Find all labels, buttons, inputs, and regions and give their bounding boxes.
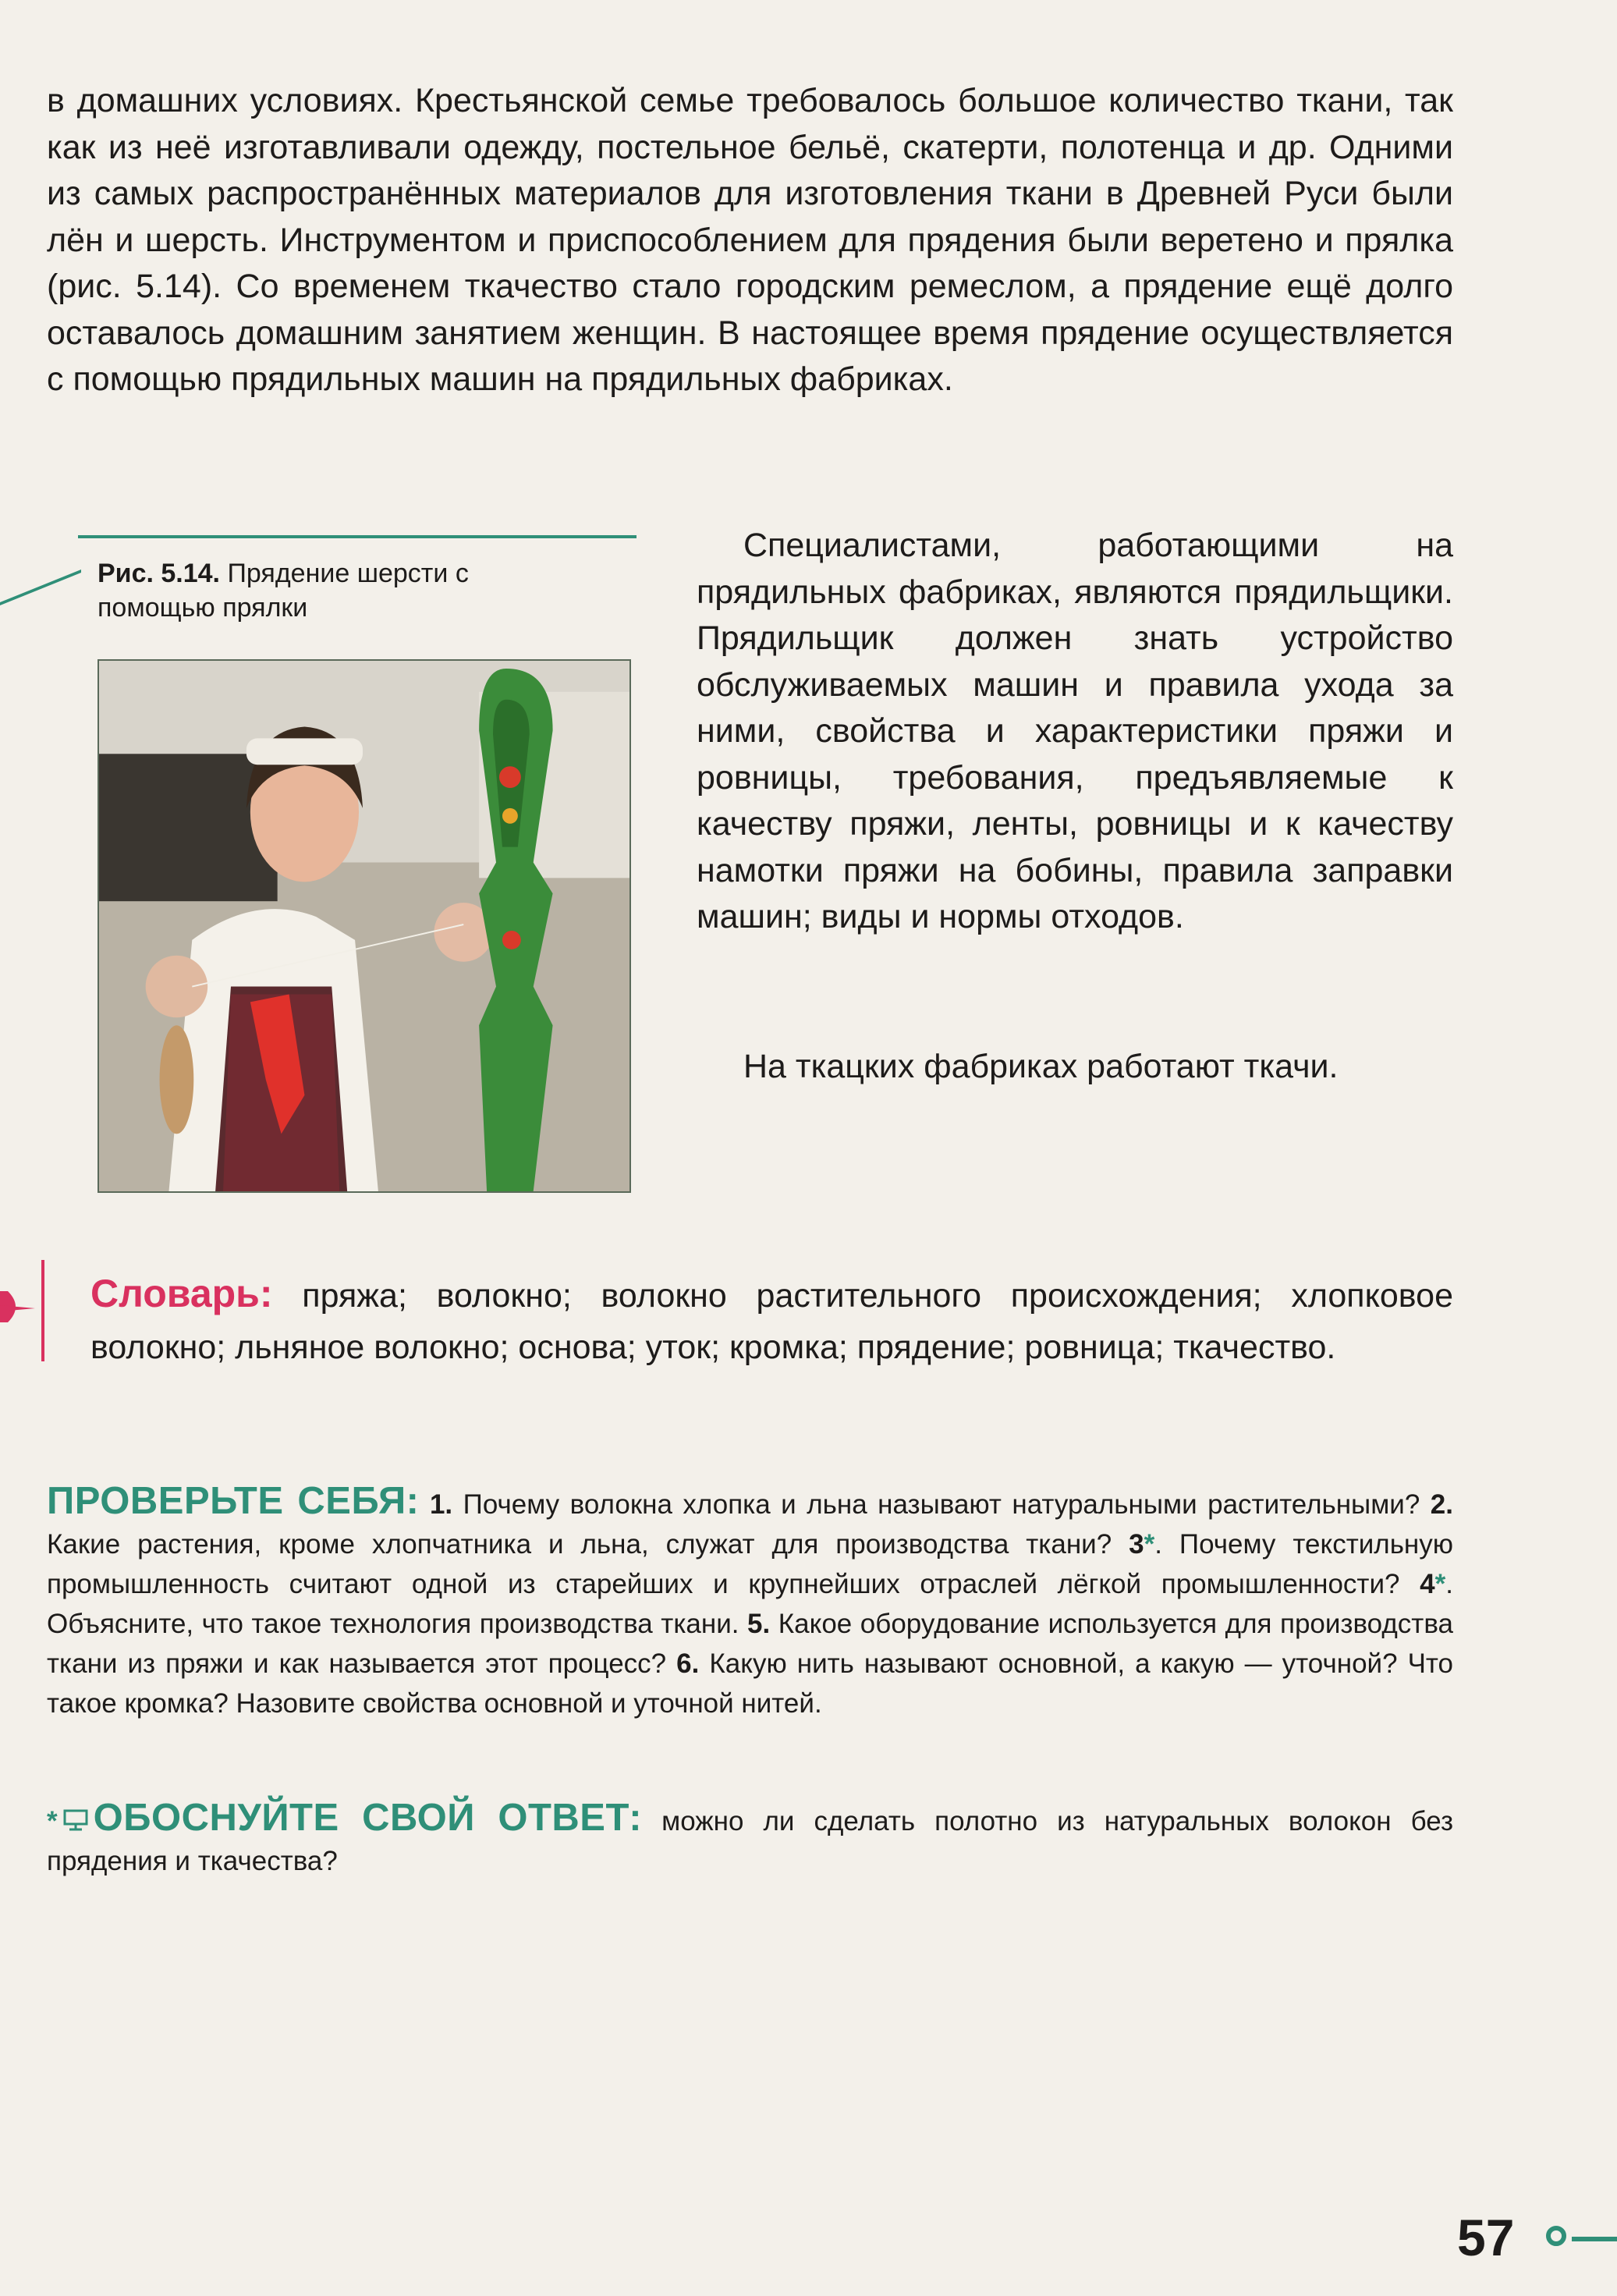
question-text: Почему волокна хлопка и льна называют натуральными растительными?: [463, 1489, 1420, 1520]
question-text: Какие растения, кроме хлопчатника и льна, служат для производства ткани?: [47, 1529, 1112, 1560]
star-icon: *: [47, 1806, 58, 1836]
justify-title: ОБОСНУЙТЕ СВОЙ ОТВЕТ:: [93, 1797, 643, 1839]
spinners-paragraph: Специалистами, работающими на прядильных фабриках, являются прядильщики. Прядильщик должен знать устройство обслуживаемых машин и правила ухода за ними, свойства и характеристики пряжи и ровницы, требования, предъявляемые к качеству пряжи, ленты, ровницы и к качеству намотки пряжи на бобины, правила заправки машин; виды и нормы отходов.: [697, 527, 1453, 935]
intro-paragraph: в домашних условиях. Крестьянской семье требовалось большое количество ткани, так как из неё изготавливали одежду, постельное бельё, скатерти, полотенца и др. Одними из самых распространённых материалов для изготовления ткани в Древней Руси были лён и шерсть. Инструментом и приспособлением для прядения были веретено и прялка (рис. 5.14). Со временем ткачество стало городским ремеслом, а прядение ещё долго оставалось домашним занятием женщин. В настоящее время прядение осуществляется с помощью прядильных машин на прядильных фабриках.: [47, 82, 1453, 398]
question-number: 4: [1420, 1569, 1435, 1599]
bookmark-icon: [0, 1260, 47, 1361]
figure-label: Рис. 5.14.: [98, 559, 221, 588]
star-icon: *: [1144, 1529, 1155, 1560]
computer-icon: [62, 1808, 89, 1832]
self-check-title: ПРОВЕРЬТЕ СЕБЯ:: [47, 1480, 420, 1522]
figure-divider-tail: [0, 570, 81, 605]
question-text: Почему текстильную промышленность считают одной из старейших и крупнейших отраслей лёгкой промышленности?: [47, 1529, 1454, 1599]
weavers-paragraph: На ткацких фабриках работают ткачи.: [743, 1048, 1339, 1085]
page-number: 57: [1457, 2209, 1515, 2266]
figure-caption: [98, 556, 566, 625]
page-marker-dot: [1546, 2226, 1566, 2246]
question-text: Какую нить называют основной, а какую — уточной? Что такое кромка? Назовите свойства основной и уточной нитей.: [47, 1648, 1454, 1719]
question-number: 2.: [1430, 1489, 1453, 1520]
spinning-photo: [98, 659, 631, 1193]
justify-text: можно ли сделать полотно из натуральных волокон без прядения и ткачества?: [47, 1806, 1453, 1876]
star-icon: *: [1434, 1569, 1446, 1599]
question-text: Какое оборудование используется для производства ткани из пряжи и как называется этот процесс?: [47, 1609, 1453, 1679]
page-marker-line: [1572, 2237, 1617, 2241]
justify-answer-block: [47, 1798, 1453, 1881]
self-check-block: ПРОВЕРЬТЕ СЕБЯ: 1. Почему волокна хлопка и льна называют натуральными растительными? 2. Какие растения, кроме хлопчатника и льна, служат для производства ткани? 3*. Почему текстильную промышленность считают одной из старейших и крупнейших отраслей лёгкой промышленности? 4*. Объясните, что такое технология производства ткани. 5. Какое оборудование используется для производства ткани из пряжи и как называется этот процесс? 6. Какую нить называют основной, а какую — уточной? Что такое кромка? Назовите свойства основной и уточной нитей.: [47, 1480, 1454, 1719]
figure-caption-text: Прядение шерсти с помощью прялки: [98, 559, 469, 623]
question-number: 5.: [747, 1609, 771, 1639]
vocabulary-block: [90, 1268, 1453, 1373]
question-number: 1.: [429, 1489, 453, 1520]
vocabulary-text: пряжа; волокно; волокно растительного происхождения; хлопковое волокно; льняное волокно; основа; уток; кромка; прядение; ровница; ткачество.: [90, 1277, 1453, 1366]
question-number: 3: [1129, 1529, 1144, 1560]
vocabulary-title: Словарь:: [90, 1272, 273, 1315]
figure-divider: [78, 535, 637, 538]
question-number: 6.: [676, 1648, 700, 1679]
question-text: Объясните, что такое технология производства ткани.: [47, 1609, 739, 1639]
